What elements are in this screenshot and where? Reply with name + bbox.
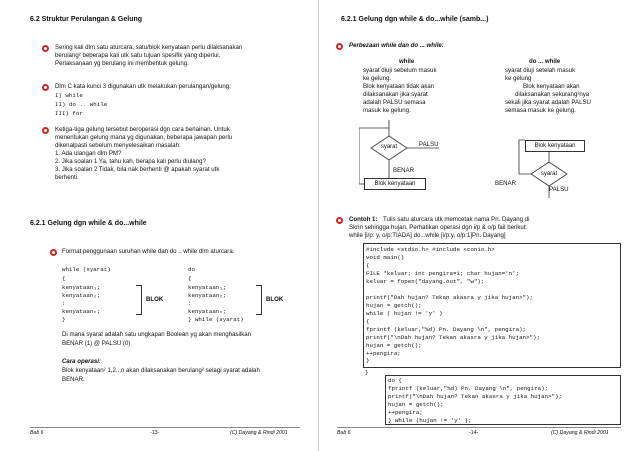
brace [256, 285, 262, 315]
code-line: } [62, 316, 66, 323]
para-line: Di mana syarat adalah satu ungkapan Boolean yg akan menghasilkan [62, 331, 252, 338]
col-title: do ... while [529, 58, 561, 65]
code-box [363, 243, 621, 368]
compare-line: syarat diuji sebelum masuk [363, 67, 437, 74]
para-line: menentukan gelung mana yg digunakan, beberapa jawapan perlu [55, 134, 233, 141]
code-line: fprintf (keluar,"%d) Pn. Dayang \n", pengira); [366, 326, 527, 333]
para-line: 1. Ada ulangan dlm PM? [55, 150, 122, 157]
code-line: printf("\nDah hujan? Tekan akasra y jika hujan>"); [388, 393, 562, 400]
code-line: void main() [366, 254, 405, 261]
para-line: Dlm C kata kunci 3 digunakan utk melakukan perulangan/gelung: [55, 83, 231, 90]
code-line: keluar = fopen("dayang.out", "w"); [366, 278, 485, 285]
para-line: 3. Jika soalan 2 Tidak, bila nak berhenti @ apakah syarat utk [55, 166, 220, 173]
compare-line: semasa masuk ke gelung. [505, 107, 576, 114]
flow-blok: Blok kenyataan [364, 178, 426, 190]
code-line: { [188, 275, 192, 282]
compare-line: dilaksanakan sekurang²nya [515, 91, 590, 98]
code-line: kenyataan₁; [188, 284, 227, 291]
code-line: } while (syarat) [188, 316, 244, 323]
flow-palsu: PALSU [419, 141, 439, 148]
code-line: : [62, 300, 66, 307]
subheading: Cara operasi: [62, 358, 101, 365]
para-line: berulang² beberapa kali utk satu tujuan spesifik yang diperlui. [55, 52, 221, 59]
blok-label: BLOK [146, 296, 164, 303]
compare-line: dilaksanakan jika syarat [363, 91, 428, 98]
code-line: #include <stdio.h> #include <conio.h> [366, 246, 495, 253]
para-line: Perlaksanaan yg berulang ini membentuk gelung. [55, 60, 189, 67]
code-line: } [366, 357, 370, 364]
code-line: FILE *keluar; int pengira=1; char hujan='n'; [366, 270, 520, 277]
footer-rule [337, 427, 621, 428]
compare-line: sekali jika syarat adalah PALSU [505, 99, 591, 106]
bullet-icon [42, 45, 49, 52]
flow-benar: BENAR [393, 167, 414, 174]
section-heading: 6.2 Struktur Perulangan & Gelung [30, 16, 143, 23]
compare-line: ke gelung [505, 75, 532, 82]
compare-line: adalah PALSU semasa [363, 99, 426, 106]
para-line: 2. Jika soalan 1 Ya, tahu kah, berapa kali perlu diulang? [55, 158, 206, 165]
para-line: while [i/p: y, o/p:TIADA] do...while [i/p:y, o/p:1]Pn. Dayang] [349, 232, 506, 239]
code-line: fprintf (keluar,"%d) Pn. Dayang \n", pengira); [388, 385, 549, 392]
keyword-line: I) while [55, 92, 83, 99]
code-line: do [188, 266, 195, 273]
bullet-icon [336, 43, 343, 50]
code-line: hujan = getch(); [366, 302, 422, 309]
page-14 [319, 0, 638, 451]
code-line: } [365, 369, 369, 376]
code-line: kenyataan₂; [188, 292, 227, 299]
code-line: printf("\nDah hujan? Tekan akasra y jika hujan>"); [366, 334, 540, 341]
section-heading: 6.2.1 Gelung dgn while & do...while [30, 220, 147, 227]
contoh-title: Contoh 1: [349, 216, 378, 223]
footer-page: -13- [150, 430, 160, 436]
para-line: BENAR. [62, 376, 85, 383]
compare-line: ke gelung. [363, 75, 392, 82]
code-line: { [62, 275, 66, 282]
code-line: ++pengira; [366, 350, 401, 357]
para-line: Skrin sehingga hujan. Perhatikan operasi dgn i/p & o/p fail berikut: [349, 224, 528, 231]
code-line: hujan = getch(); [388, 401, 444, 408]
code-line: kenyataan₁; [62, 284, 101, 291]
code-line: { [366, 318, 370, 325]
flow-syarat: syarat [540, 171, 558, 177]
brace [136, 285, 142, 315]
code-line: kenyataanₙ; [188, 308, 227, 315]
code-line: do { [388, 377, 402, 384]
flow-benar: BENAR [495, 180, 516, 187]
footer-copyright: (C) Dayang & Rindi 2001 [551, 430, 609, 436]
footer-chapter: Bab 6 [337, 430, 351, 436]
code-line: { [366, 262, 370, 269]
footer-copyright: (C) Dayang & Rindi 2001 [230, 430, 288, 436]
bullet-icon [42, 84, 49, 91]
para-line: Blok kenyataan² 1,2...n akan dilaksanakan berulang² selagi syarat adalah [62, 367, 260, 374]
para-line: Perbezaan while dan do ... while: [349, 42, 444, 49]
flow-syarat: syarat [380, 144, 398, 150]
compare-line: Blok kenyataan tidak akan [363, 83, 435, 90]
para-line: BENAR (1) @ PALSU (0) [62, 340, 131, 347]
code-line: : [188, 300, 192, 307]
section-heading: 6.2.1 Gelung dgn while & do...while (samb...) [341, 16, 489, 23]
flow-palsu: PALSU [549, 186, 569, 193]
keyword-line: III) for [55, 110, 83, 117]
footer-rule [30, 427, 300, 428]
footer-chapter: Bab 6 [30, 430, 44, 436]
code-box-do-while [385, 375, 621, 425]
code-line: hujan = getch(); [366, 342, 422, 349]
code-line: kenyataan₂; [62, 292, 101, 299]
code-line: while ( hujan != 'y' ) [366, 310, 443, 317]
para-line: Ketiga-tiga gelung tersebut beroperasi dgn cara berlainan. Untuk [55, 126, 230, 133]
blok-label: BLOK [266, 296, 284, 303]
flow-blok: Blok kenyataan [525, 140, 585, 152]
para-line: Tulis satu aturcara utk memcetak nama Pn. Dayang di [383, 216, 530, 223]
footer-page: -14- [469, 430, 479, 436]
code-line: } while (hujan != 'y' ); [388, 417, 472, 424]
compare-line: masuk ke gelung. [363, 107, 411, 114]
code-line: while (syarat) [62, 266, 111, 273]
keyword-line: II) do .. while [55, 101, 108, 108]
compare-line: Blok kenyataan akan [523, 83, 580, 90]
code-line: kenyataanₙ; [62, 308, 101, 315]
para-line: Sering kali dlm satu aturcara, satu/blok kenyataan perlu dilaksanakan [55, 44, 243, 51]
col-title: while [399, 58, 415, 65]
bullet-icon [336, 217, 343, 224]
code-line: printf("Dah hujan? Tekan akasra y jika hujan>"); [366, 294, 533, 301]
para-line: berhenti. [55, 174, 79, 181]
para-line: dikenalpasti sebelum menyelesaikan masalah: [55, 142, 181, 149]
compare-line: syarat diuji setelah masuk [505, 67, 576, 74]
bullet-icon [42, 127, 49, 134]
bullet-icon [50, 249, 57, 256]
para-line: Format penggunaan suruhan while dan do .. while dlm aturcara: [62, 248, 235, 255]
code-line: ++pengira; [388, 409, 423, 416]
